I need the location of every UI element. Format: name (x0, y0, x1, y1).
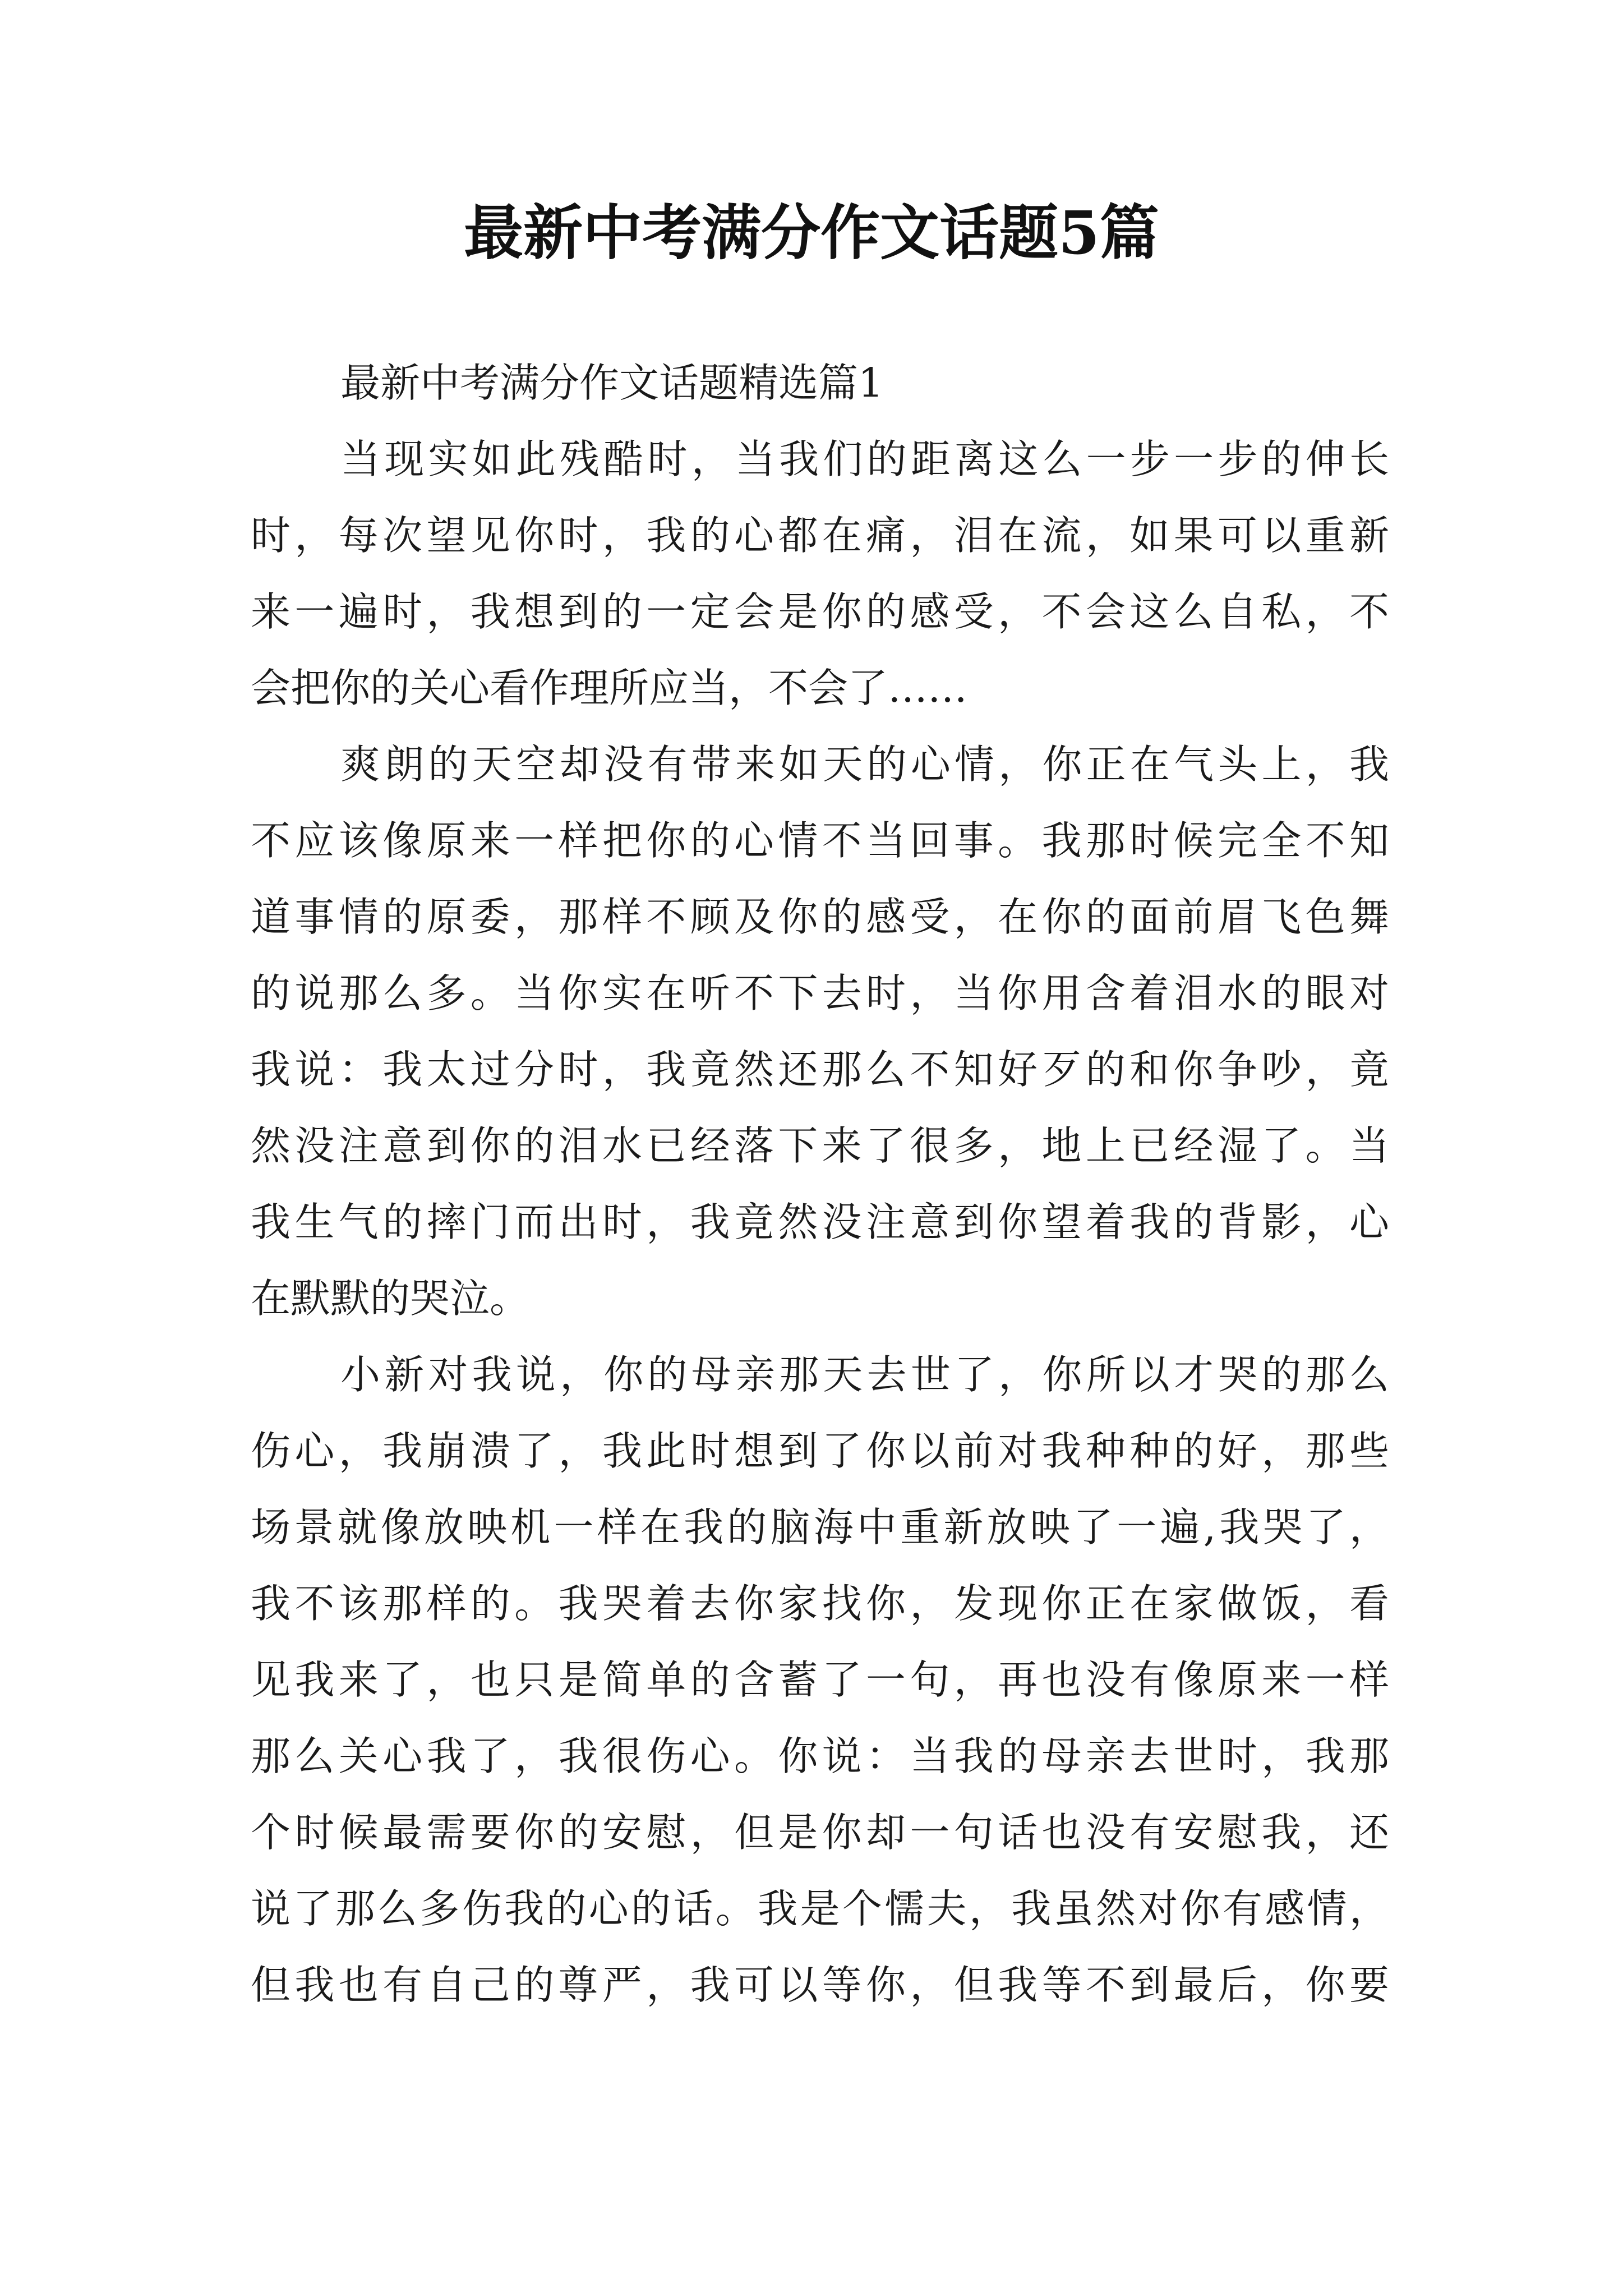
paragraph-line: 爽朗的天空却没有带来如天的心情，你正在气头上，我 (340, 741, 1389, 788)
paragraph-line: 道事情的原委，那样不顾及你的感受，在你的面前眉飞色舞 (251, 894, 1389, 940)
paragraph-line: 我生气的摔门而出时，我竟然没注意到你望着我的背影，心 (251, 1199, 1389, 1245)
paragraph-line: 在默默的哭泣。 (251, 1275, 530, 1322)
paragraph-line: 来一遍时，我想到的一定会是你的感受，不会这么自私，不 (251, 588, 1389, 635)
paragraph-line: 当现实如此残酷时，当我们的距离这么一步一步的伸长 (340, 436, 1389, 482)
paragraph-line: 的说那么多。当你实在听不下去时，当你用含着泪水的眼对 (251, 970, 1389, 1016)
document-title: 最新中考满分作文话题5篇 (464, 197, 1159, 268)
paragraph (251, 1337, 1389, 2023)
paragraph-line: 然没注意到你的泪水已经落下来了很多，地上已经湿了。当 (251, 1122, 1389, 1169)
paragraph-line: 说了那么多伤我的心的话。我是个懦夫，我虽然对你有感情， (251, 1885, 1389, 1932)
paragraph-line: 不应该像原来一样把你的心情不当回事。我那时候完全不知 (251, 817, 1389, 864)
paragraph-line: 我说：我太过分时，我竟然还那么不知好歹的和你争吵，竟 (251, 1046, 1389, 1093)
paragraph-line: 但我也有自己的尊严，我可以等你，但我等不到最后，你要 (251, 1962, 1389, 2008)
paragraph-line: 那么关心我了，我很伤心。你说：当我的母亲去世时，我那 (251, 1733, 1389, 1779)
document-body (251, 345, 1389, 2023)
paragraph-line: 个时候最需要你的安慰，但是你却一句话也没有安慰我，还 (251, 1809, 1389, 1856)
paragraph-line: 见我来了，也只是简单的含蓄了一句，再也没有像原来一样 (251, 1657, 1389, 1703)
paragraph-line: 我不该那样的。我哭着去你家找你，发现你正在家做饭，看 (251, 1580, 1389, 1627)
paragraph-line: 小新对我说，你的母亲那天去世了，你所以才哭的那么 (340, 1351, 1389, 1398)
paragraph-line: 场景就像放映机一样在我的脑海中重新放映了一遍,我哭了， (251, 1504, 1389, 1550)
paragraph-line: 时，每次望见你时，我的心都在痛，泪在流，如果可以重新 (251, 512, 1389, 559)
paragraph-line: 会把你的关心看作理所应当，不会了…… (251, 665, 968, 711)
section-heading: 最新中考满分作文话题精选篇1 (340, 360, 884, 406)
paragraph-line: 伤心，我崩溃了，我此时想到了你以前对我种种的好，那些 (251, 1428, 1389, 1474)
paragraph (251, 421, 1389, 726)
paragraph (251, 726, 1389, 1337)
